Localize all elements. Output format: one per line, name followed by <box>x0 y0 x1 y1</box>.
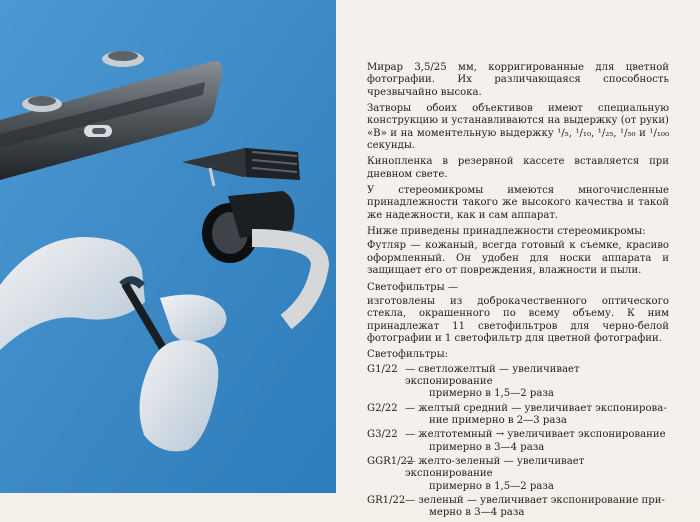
filter-code: GGR1/22 <box>367 455 414 467</box>
filter-description-line1: — желтый средний — увеличивает экспонирова- <box>405 402 667 414</box>
filter-item <box>367 403 669 428</box>
filter-description-line1: — желто-зеленый — увеличивает экспонирование <box>405 455 585 480</box>
filter-item <box>367 429 669 454</box>
paragraph-filters-list-heading: Светофильтры: <box>367 349 449 361</box>
photo-panel <box>0 0 336 493</box>
filter-description-line1: — желтотемный → увеличивает экспонирование <box>405 429 666 441</box>
filter-item <box>367 364 669 401</box>
filter-description-line1: — светложелтый — увеличивает экспонирование <box>405 363 580 387</box>
paragraph-filters-description: изготовлены из доброкачественного оптического стекла, окрашенного по всему объему. К ним принадлежат 11 светофильтров для черно-белой фотографии и 1 светофильтр для цветной фотографии. <box>367 295 669 344</box>
filter-description-line2: примерно в 1,5—2 раза <box>429 480 554 492</box>
paragraph-shutters: Затворы обоих объективов имеют специальную конструкцию и устанавливаются на выдержку (от руки) «В» и на моментельную выдержку ¹/₅, ¹/₁₀, ¹/₂₅, ¹/₅₀ и ¹/₁₀₀ секунды. <box>367 103 669 152</box>
filter-description-line2: ние примерно в 2—3 раза <box>429 414 567 426</box>
filters-list <box>367 364 669 520</box>
filter-code: G2/22 <box>367 402 398 414</box>
filter-description-line2: мерно в 3—4 раза <box>429 507 525 519</box>
paragraph-film: Кинопленка в резервной кассете вставляется при дневном свете. <box>367 156 669 180</box>
paragraph-filters-heading: Светофильтры — <box>367 281 458 293</box>
product-photo <box>0 0 336 493</box>
filter-code: G3/22 <box>367 429 398 441</box>
paragraph-accessories-list-heading: Ниже приведены принадлежности стереомикромы: <box>367 226 646 238</box>
filter-item <box>367 456 669 493</box>
filter-description-line2: примерно в 1,5—2 раза <box>429 388 554 400</box>
filter-code: G1/22 <box>367 363 398 375</box>
filter-description-line1: — зеленый — увеличивает экспонирование при- <box>405 495 665 506</box>
filter-item <box>367 495 669 520</box>
body-text <box>367 62 669 522</box>
filter-code: GR1/22 <box>367 495 406 506</box>
paragraph-accessories: У стереомикромы имеются многочисленные принадлежности такого же высокого качества и такой же надежности, как и сам аппарат. <box>367 185 669 221</box>
filter-description-line2: примерно в 3—4 раза <box>429 441 545 453</box>
paragraph-case: Футляр — кожаный, всегда готовый к съемке, красиво оформленный. Он удобен для носки аппарата и защищает его от повреждения, влажности и пыли. <box>367 240 669 277</box>
paragraph-lens: Мирар 3,5/25 мм, корригированные для цветной фотографии. Их различающаяся способность чрезвычайно высока. <box>367 62 669 98</box>
